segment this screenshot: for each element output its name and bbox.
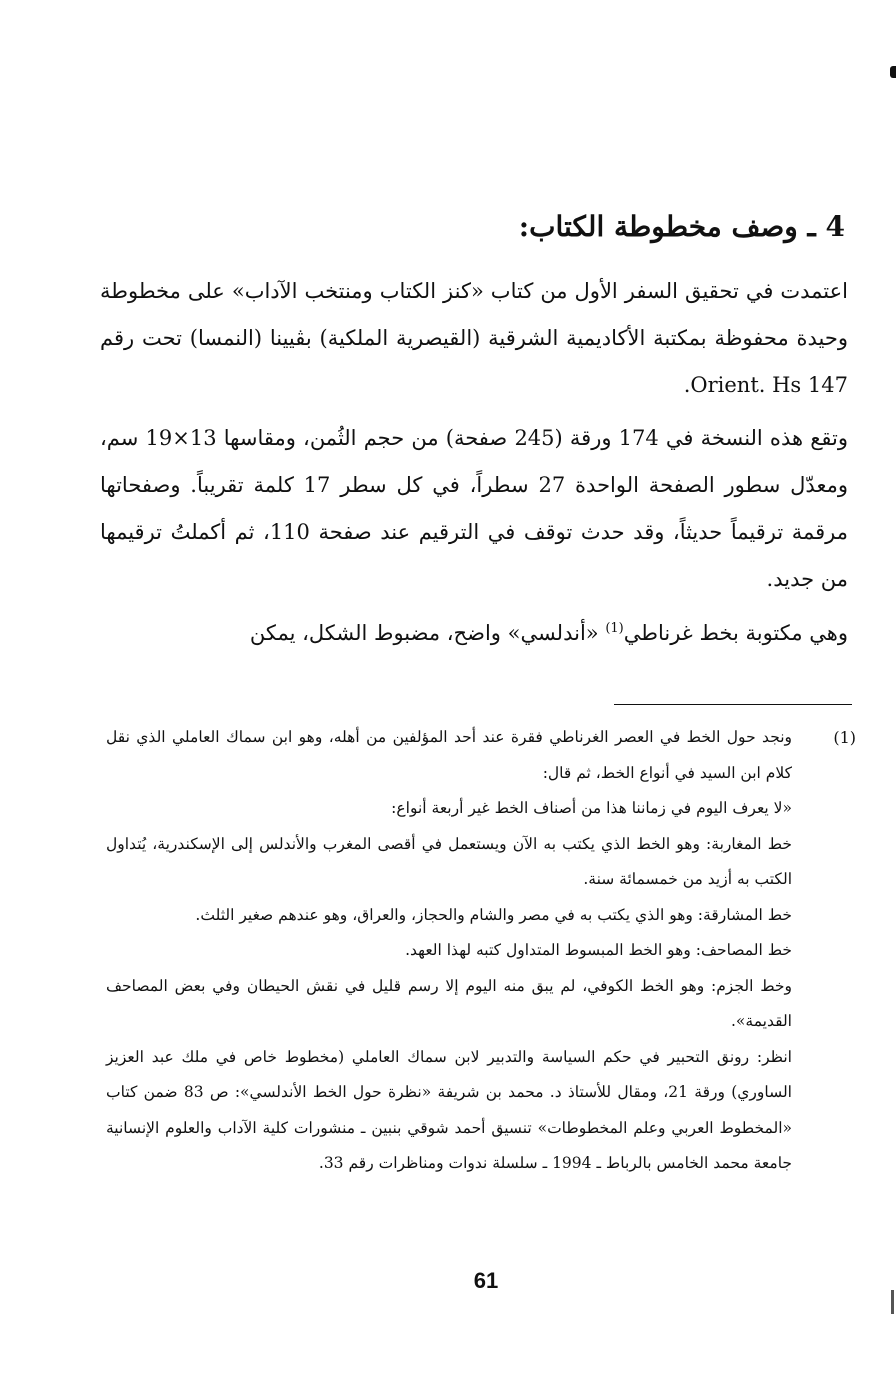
footnote-paragraph: انظر: رونق التحبير في حكم السياسة والتدبير لابن سماك العاملي (مخطوط خاص في ملك عبد العزيز الساوري) ورقة 21، ومقال للأستاذ د. محمد بن شريفة «نظرة حول الخط الأندلسي»: ص 83 ضمن كتاب «المخطوط العربي وعلم المخطوطات» تنسيق أحمد شوقي بنبين ـ منشورات كلية الآداب والعلوم الإنسانية جامعة محمد الخامس بالرباط ـ 1994 ـ سلسلة ندوات ومناظرات رقم 33.: [106, 1047, 792, 1172]
footnote-paragraph: خط المصاحف: وهو الخط المبسوط المتداول كتبه لهذا العهد.: [405, 941, 792, 959]
paragraph-text: اعتمدت في تحقيق السفر الأول من كتاب «كنز الكتاب ومنتخب الآداب» على مخطوطة وحيدة محفوظة بمكتبة الأكاديمية الشرقية (القيصرية الملكية) بڤيينا (النمسا) تحت رقم 147: [100, 279, 848, 397]
manuscript-shelfmark: Orient. Hs: [690, 373, 802, 397]
footnote-number: (1): [833, 728, 856, 747]
footnote: [106, 720, 856, 1182]
footnote-paragraph: ونجد حول الخط في العصر الغرناطي فقرة عند أحد المؤلفين من أهله، وهو ابن سماك العاملي الذي نقل كلام ابن السيد في أنواع الخط، ثم قال:: [106, 728, 792, 782]
section-heading: 4 ـ وصف مخطوطة الكتاب:: [518, 210, 845, 243]
footnote-paragraph: خط المشارقة: وهو الذي يكتب به في مصر والشام والحجاز، والعراق، وهو عندهم صغير الثلث.: [195, 905, 792, 924]
footnote-reference: (1): [605, 621, 624, 636]
paragraph-text: وهي مكتوبة بخط غرناطي: [623, 621, 848, 645]
paragraph-manuscript-source: اعتمدت في تحقيق السفر الأول من كتاب «كنز الكتاب ومنتخب الآداب» على مخطوطة وحيدة محفوظة بمكتبة الأكاديمية الشرقية (القيصرية الملكية) بڤيينا (النمسا) تحت رقم 147 Orient. Hs.: [100, 279, 848, 397]
footnote-paragraph: وخط الجزم: وهو الخط الكوفي، لم يبق منه اليوم إلا رسم قليل في نقش الحيطان وفي بعض المصاحف القديمة».: [106, 976, 792, 1030]
page-edge-mark-bottom: [891, 1290, 894, 1314]
page-edge-mark: [890, 66, 896, 78]
footnote-separator: [614, 704, 852, 705]
paragraph-script-style: [100, 610, 848, 657]
paragraph-manuscript-description: وتقع هذه النسخة في 174 ورقة (245 صفحة) من حجم الثُمن، ومقاسها 13×19 سم، ومعدّل سطور الصفحة الواحدة 27 سطراً، في كل سطر 17 كلمة تقريباً. وصفحاتها مرقمة ترقيماً حديثاً، وقد حدث توقف في الترقيم عند صفحة 110، ثم أكملتُ ترقيمها من جديد.: [100, 426, 848, 591]
paragraph-text: «أندلسي» واضح، مضبوط الشكل، يمكن: [249, 621, 599, 645]
page-number: 61: [473, 1268, 499, 1293]
footnote-paragraph: «لا يعرف اليوم في زماننا هذا من أصناف الخط غير أربعة أنواع:: [391, 799, 792, 817]
footnote-body: [106, 720, 792, 1182]
footnote-paragraph: خط المغاربة: وهو الخط الذي يكتب به الآن ويستعمل في أقصى المغرب والأندلس إلى الإسكندرية، يُتداول الكتب به أزيد من خمسمائة سنة.: [106, 834, 792, 888]
